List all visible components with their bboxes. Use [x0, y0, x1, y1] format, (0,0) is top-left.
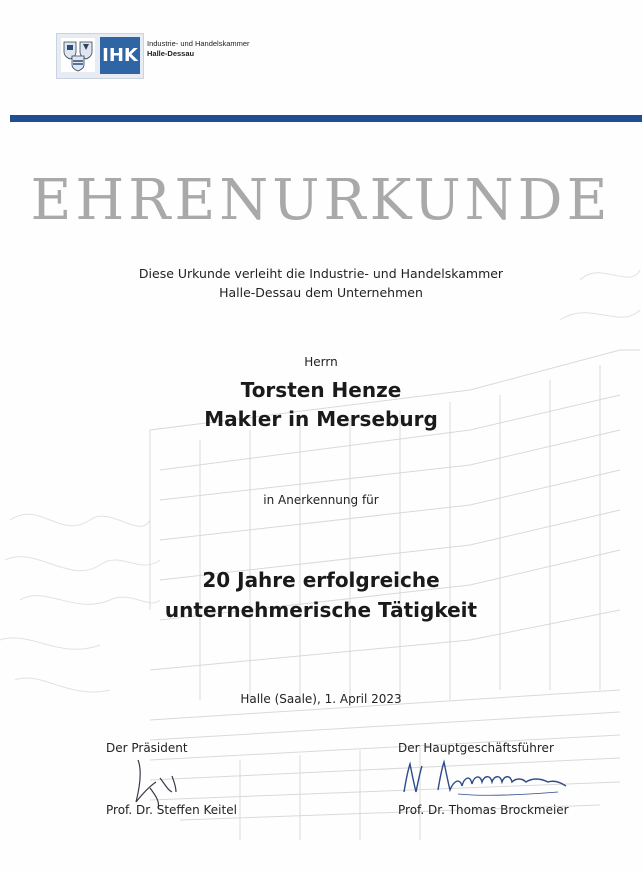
header-divider — [10, 115, 642, 122]
recipient-name: Torsten Henze — [240, 378, 402, 402]
intro-text — [0, 264, 642, 302]
ihk-logo — [56, 33, 144, 79]
certificate-title: EHRENURKUNDE — [30, 168, 612, 233]
recipient-block — [0, 376, 642, 434]
recognition-intro: in Anerkennung für — [263, 493, 379, 507]
intro-line-2: Halle-Dessau dem Unternehmen — [219, 285, 423, 300]
right-signature — [398, 756, 578, 802]
recipient-business: Makler in Merseburg — [204, 407, 438, 431]
organization-name — [147, 39, 250, 59]
right-signatory-role: Der Hauptgeschäftsführer — [398, 741, 554, 755]
left-signatory-name: Prof. Dr. Steffen Keitel — [106, 803, 237, 817]
organization-line-1: Industrie- und Handelskammer — [147, 39, 250, 48]
ihk-logo-text: IHK — [100, 37, 140, 74]
reason-line-1: 20 Jahre erfolgreiche — [202, 568, 440, 592]
intro-line-1: Diese Urkunde verleiht die Industrie- und Handelskammer — [138, 266, 504, 281]
salutation: Herrn — [304, 355, 338, 369]
recognition-reason — [0, 565, 642, 625]
right-signatory-name: Prof. Dr. Thomas Brockmeier — [398, 803, 569, 817]
left-signatory-role: Der Präsident — [106, 741, 188, 755]
crest-icon — [61, 38, 95, 72]
place-and-date: Halle (Saale), 1. April 2023 — [240, 692, 402, 706]
organization-line-2: Halle-Dessau — [147, 49, 195, 58]
reason-line-2: unternehmerische Tätigkeit — [164, 598, 478, 622]
